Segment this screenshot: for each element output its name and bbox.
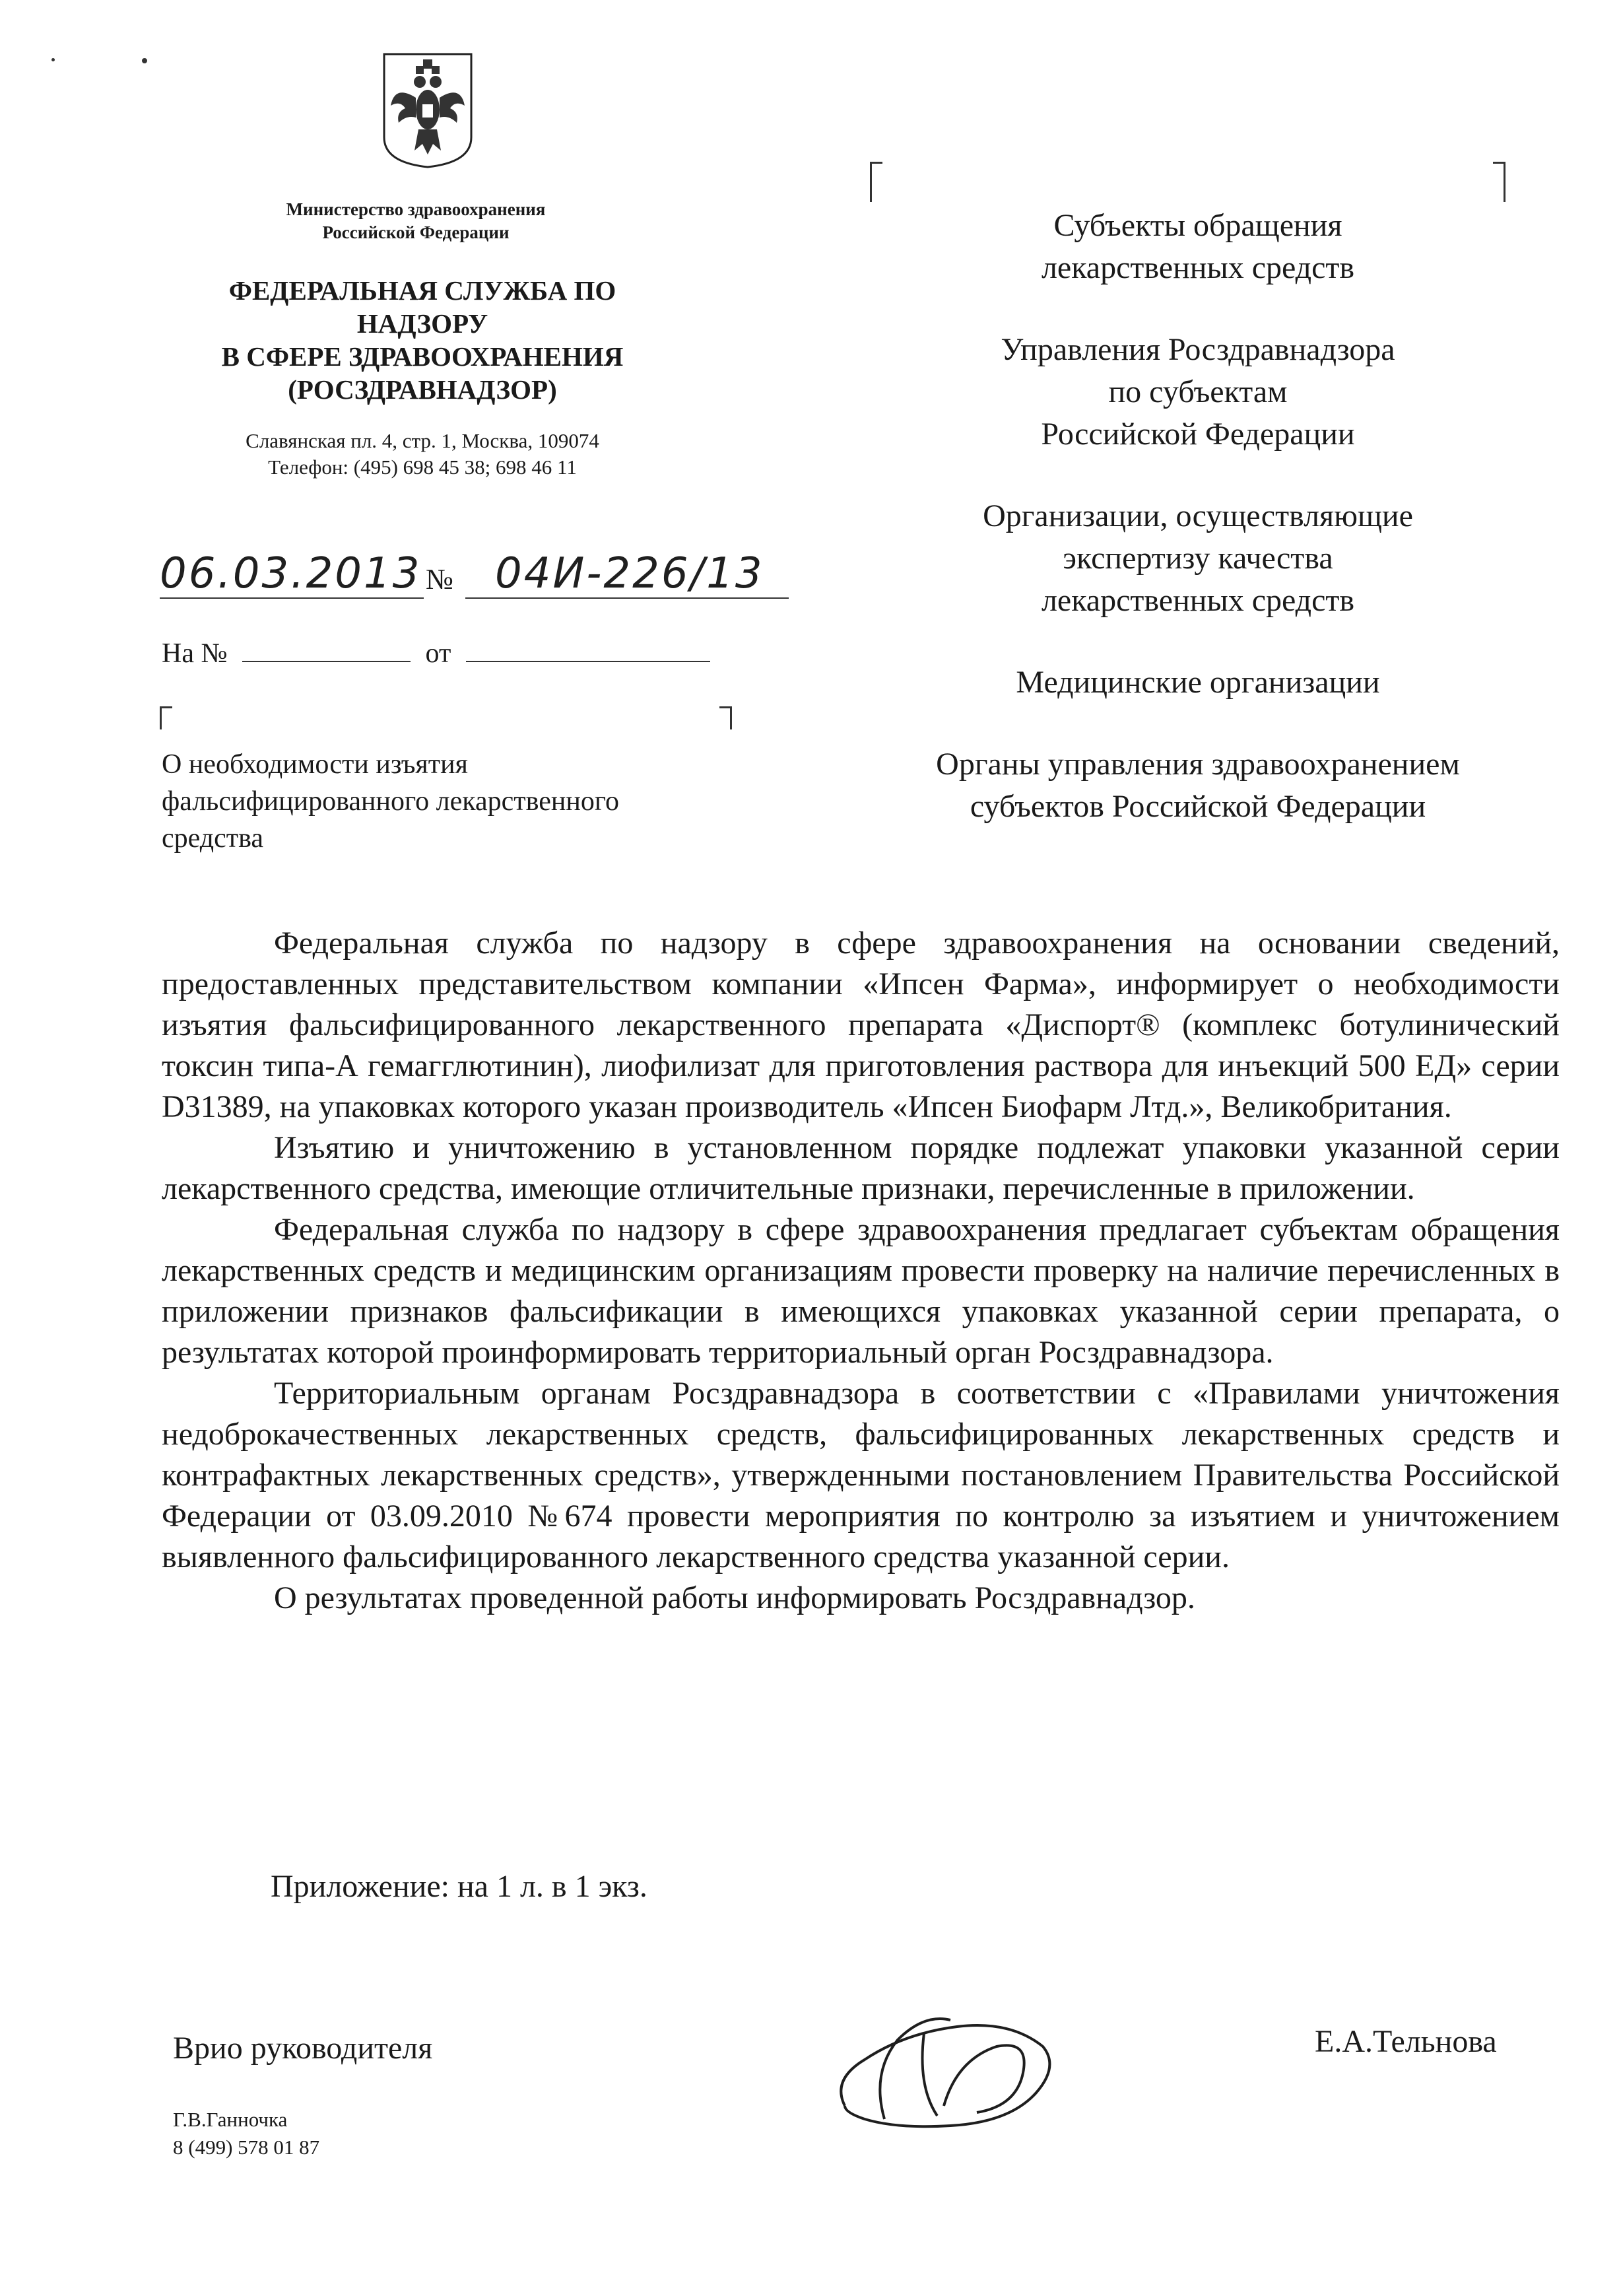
service-address — [178, 428, 667, 481]
service-line: (РОСЗДРАВНАДЗОР) — [288, 374, 557, 405]
recipient-group: Медицинские организации — [1016, 665, 1380, 700]
recipient-bracket-left — [870, 162, 882, 202]
body-paragraph: Изъятию и уничтожению в установленном порядке подлежат упаковки указанной серии лекарственного средства, имеющие отличительные признаки, перечисленные в приложении. — [162, 1130, 1560, 1206]
body-paragraph: Федеральная служба по надзору в сфере здравоохранения на основании сведений, предоставленных представительством компании «Ипсен Фарма», информирует о необходимости изъятия фальсифицированного лекарственного препарата «Диспорт® (комплекс ботулинический токсин типа-А гемагглютинин), лиофилизат для приготовления раствора для инъекций 500 ЕД» серии D31389, на упаковках которого указан производитель «Ипсен Биофарм Лтд.», Великобритания. — [162, 926, 1560, 1124]
letter-body — [162, 923, 1560, 1619]
service-name — [178, 274, 667, 406]
subject-line: О необходимости изъятия — [162, 749, 468, 780]
subject-line: средства — [162, 823, 264, 854]
subject-bracket-left — [160, 706, 172, 729]
executor-name: Г.В.Ганночка — [173, 2108, 288, 2131]
service-line: В СФЕРЕ ЗДРАВООХРАНЕНИЯ — [221, 341, 624, 372]
subject-line: фальсифицированного лекарственного — [162, 786, 620, 817]
service-line: ФЕДЕРАЛЬНАЯ СЛУЖБА ПО — [228, 275, 616, 306]
ministry-line: Российской Федерации — [322, 222, 510, 242]
handwritten-signature — [825, 1994, 1063, 2145]
subject-bracket-right — [719, 706, 732, 729]
letter-subject — [162, 746, 743, 857]
address-line: Славянская пл. 4, стр. 1, Москва, 109074 — [246, 429, 599, 452]
recipient-bracket-right — [1493, 162, 1505, 202]
body-paragraph: Территориальным органам Росздравнадзора в соответствии с «Правилами уничтожения недоброкачественных лекарственных средств, фальсифицированных лекарственных средств и контрафактных лекарственных средств», утвержденными постановлением Правительства Российской Федерации от 03.09.2010 №674 провести мероприятия по контролю за изъятием и уничтожением выявленного фальсифицированного лекарственного средства указанной серии. — [162, 1376, 1560, 1574]
executor-info — [173, 2106, 319, 2161]
ministry-line: Министерство здравоохранения — [286, 199, 546, 219]
date-underline — [160, 597, 424, 599]
registration-date: 06.03.2013 — [160, 549, 422, 598]
reference-prefix: На № — [162, 638, 228, 669]
recipients-block — [851, 205, 1544, 867]
body-paragraph: О результатах проведенной работы информировать Росздравнадзор. — [274, 1580, 1195, 1615]
number-underline — [465, 597, 789, 599]
recipient-group: Организации, осуществляющие экспертизу качества лекарственных средств — [983, 498, 1413, 618]
number-sign: № — [426, 563, 453, 595]
reference-date-blank — [466, 661, 710, 662]
service-line: НАДЗОРУ — [356, 308, 488, 339]
attachment-note: Приложение: на 1 л. в 1 экз. — [271, 1869, 647, 1904]
phone-line: Телефон: (495) 698 45 38; 698 46 11 — [268, 456, 577, 479]
scan-speck — [142, 58, 147, 63]
reference-from: от — [425, 638, 451, 669]
recipient-group: Органы управления здравоохранением субъектов Российской Федерации — [936, 747, 1460, 824]
reference-line — [162, 638, 710, 669]
signatory-position: Врио руководителя — [173, 2031, 433, 2066]
ministry-name — [244, 198, 587, 244]
signatory-name: Е.А.Тельнова — [1315, 2024, 1497, 2059]
registration-number: 04И-226/13 — [495, 549, 764, 598]
recipient-group: Управления Росздравнадзора по субъектам Российской Федерации — [1001, 332, 1395, 452]
reference-number-blank — [242, 661, 411, 662]
recipient-group: Субъекты обращения лекарственных средств — [1041, 208, 1355, 285]
scan-speck — [51, 58, 55, 61]
body-paragraph: Федеральная служба по надзору в сфере здравоохранения предлагает субъектам обращения лекарственных средств и медицинским организациям провести проверку на наличие перечисленных в приложении признаков фальсификации в имеющихся упаковках указанной серии препарата, о результатах которой проинформировать территориальный орган Росздравнадзора. — [162, 1212, 1560, 1370]
coat-of-arms-emblem — [381, 51, 474, 169]
executor-phone: 8 (499) 578 01 87 — [173, 2136, 320, 2159]
